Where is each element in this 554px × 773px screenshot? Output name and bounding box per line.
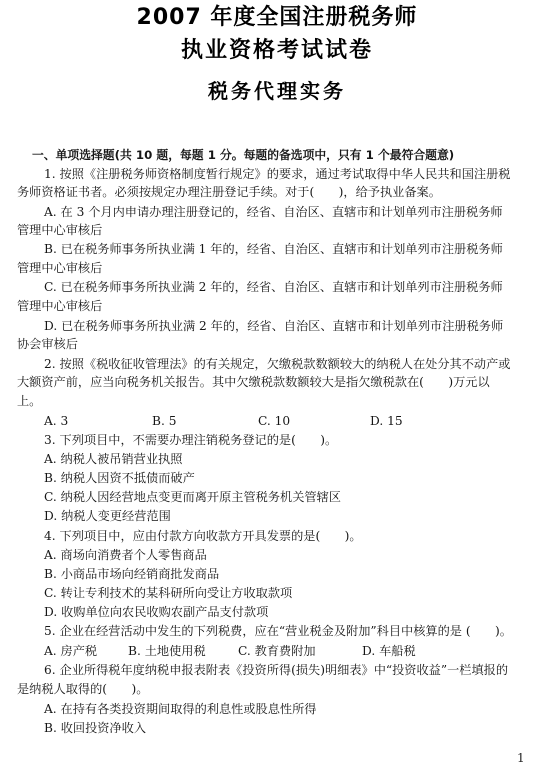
- exam-title-year: 2007 年度全国注册税务师: [136, 5, 418, 30]
- q6-stem-line-1: 6. 企业所得税年度纳税申报表附表《投资所得(损失)明细表》中“投资收益”一栏填报的: [44, 663, 509, 677]
- q1-stem-line-2: 务师资格证书者。必须按规定办理注册登记手续。对于( )，给予执业备案。: [17, 185, 441, 199]
- q1-option-c: C. 已在税务师事务所执业满 2 年的，经省、自治区、直辖市和计划单列市注册税务师: [44, 280, 503, 294]
- q3-option-d: D. 纳税人变更经营范围: [44, 509, 171, 523]
- q6-option-b: B. 收回投资净收入: [44, 721, 147, 735]
- exam-title-qualification: 执业资格考试试卷: [180, 38, 373, 63]
- q2-stem-line-2: 大额资产前，应当向税务机关报告。其中欠缴税款数额较大是指欠缴税款在( )万元以: [17, 375, 490, 389]
- q3-option-c: C. 纳税人因经营地点变更而离开原主管税务机关管辖区: [44, 490, 341, 504]
- q4-stem: 4. 下列项目中，应由付款方向收款方开具发票的是( )。: [44, 529, 362, 543]
- q4-option-a: A. 商场向消费者个人零售商品: [44, 548, 207, 562]
- q1-option-c-cont: 管理中心审核后: [17, 299, 103, 313]
- q2-option-a: A. 3: [44, 414, 69, 428]
- q2-stem-line-1: 2. 按照《税收征收管理法》的有关规定，欠缴税款数额较大的纳税人在处分其不动产或: [44, 357, 511, 371]
- q1-option-d: D. 已在税务师事务所执业满 2 年的，经省、自治区、直辖市和计划单列市注册税务师: [44, 319, 504, 333]
- q5-option-d: D. 车船税: [362, 644, 416, 658]
- q6-option-a: A. 在持有各类投资期间取得的利息性或股息性所得: [44, 702, 317, 716]
- q3-option-b: B. 纳税人因资不抵债而破产: [44, 471, 195, 485]
- q2-option-b: B. 5: [152, 414, 177, 428]
- q4-option-c: C. 转让专利技术的某科研所向受让方收取款项: [44, 586, 293, 600]
- q1-option-a: A. 在 3 个月内申请办理注册登记的，经省、自治区、直辖市和计划单列市注册税务师: [44, 205, 503, 219]
- q1-option-b: B. 已在税务师事务所执业满 1 年的，经省、自治区、直辖市和计划单列市注册税务师: [44, 242, 503, 256]
- q1-option-b-cont: 管理中心审核后: [17, 261, 103, 275]
- page-number: 1: [517, 751, 525, 765]
- q4-option-d: D. 收购单位向农民收购农副产品支付款项: [44, 605, 269, 619]
- section-heading: 一、单项选择题(共 10 题，每题 1 分。每题的备选项中，只有 1 个最符合题意): [32, 148, 455, 162]
- exam-title-subject: 税务代理实务: [208, 79, 346, 103]
- q2-stem-line-3: 上。: [17, 394, 42, 408]
- q1-stem-line-1: 1. 按照《注册税务师资格制度暂行规定》的要求，通过考试取得中华人民共和国注册税: [44, 167, 511, 181]
- q5-stem: 5. 企业在经营活动中发生的下列税费，应在“营业税金及附加”科目中核算的是 ( )。: [44, 624, 512, 638]
- q6-stem-line-2: 是纳税人取得的( )。: [17, 682, 149, 696]
- q5-option-b: B. 土地使用税: [128, 644, 206, 658]
- q2-option-c: C. 10: [258, 414, 291, 428]
- q1-option-d-cont: 协会审核后: [17, 337, 78, 351]
- q3-stem: 3. 下列项目中，不需要办理注销税务登记的是( )。: [44, 433, 338, 447]
- q1-option-a-cont: 管理中心审核后: [17, 223, 103, 237]
- q3-option-a: A. 纳税人被吊销营业执照: [44, 452, 183, 466]
- q5-option-a: A. 房产税: [44, 644, 98, 658]
- q5-option-c: C. 教育费附加: [238, 644, 316, 658]
- q4-option-b: B. 小商品市场向经销商批发商品: [44, 567, 220, 581]
- q2-option-d: D. 15: [370, 414, 403, 428]
